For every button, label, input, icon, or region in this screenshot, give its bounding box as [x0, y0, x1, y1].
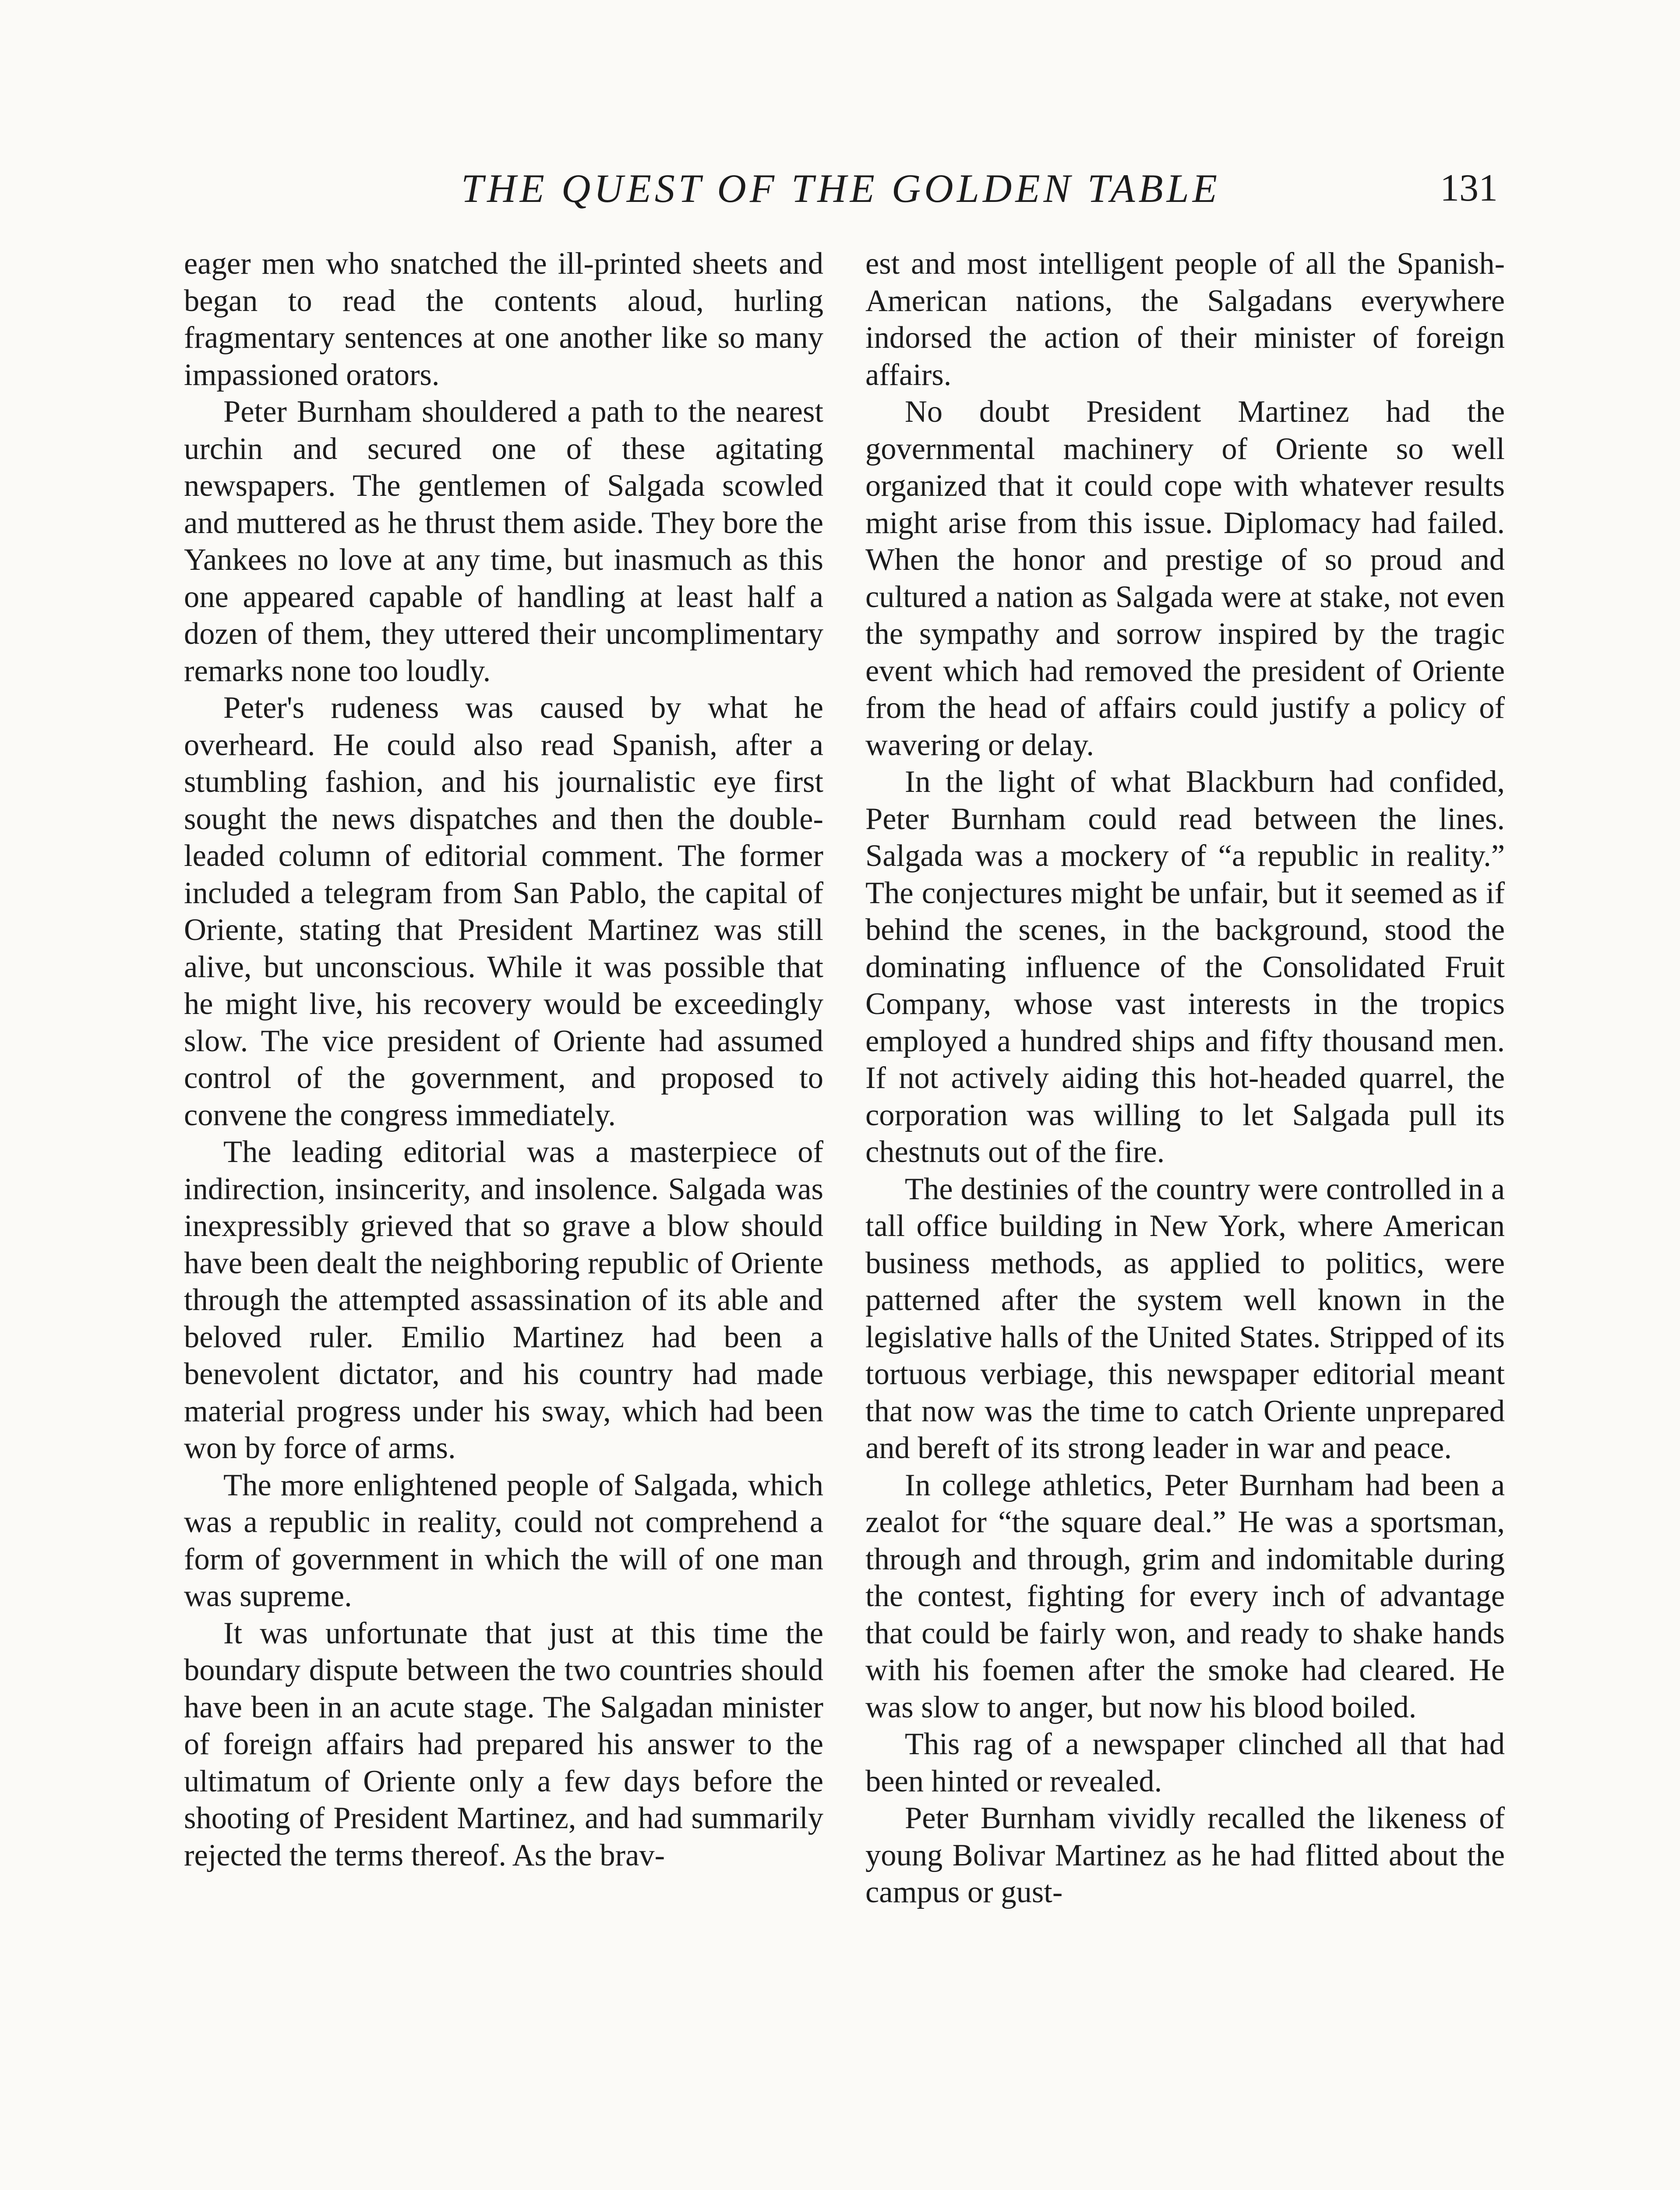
paragraph: est and most intelligent people of all the Spanish-American nations, the Salgadans everywhere indorsed the action of their minister of foreign affairs.	[865, 247, 1505, 392]
running-title: THE QUEST OF THE GOLDEN TABLE	[461, 166, 1221, 211]
page-number: 131	[1440, 167, 1498, 209]
right-column	[865, 245, 1505, 1911]
left-column	[184, 245, 823, 1874]
paragraph: eager men who snatched the ill-printed sheets and began to read the contents aloud, hurling fragmentary sentences at one another like so many impassioned orators.	[184, 247, 823, 392]
paragraph: In the light of what Blackburn had confided, Peter Burnham could read between the lines. Salgada was a mockery of “a republic in reality.” The conjectures might be unfair, but it seemed as if behind the scenes, in the background, stood the dominating influence of the Consolidated Fruit Company, whose vast interests in the tropics employed a hundred ships and fifty thousand men. If not actively aiding this hot-headed quarrel, the corporation was willing to let Salgada pull its chestnuts out of the fire.	[865, 765, 1505, 1169]
paragraph: The more enlightened people of Salgada, which was a republic in reality, could not comprehend a form of government in which the will of one man was supreme.	[184, 1468, 823, 1613]
paragraph: No doubt President Martinez had the governmental machinery of Oriente so well organized that it could cope with whatever results might arise from this issue. Diplomacy had failed. When the honor and prestige of so proud and cultured a nation as Salgada were at stake, not even the sympathy and sorrow inspired by the tragic event which had removed the president of Oriente from the head of affairs could justify a policy of wavering or delay.	[865, 395, 1505, 762]
paragraph: Peter Burnham shouldered a path to the nearest urchin and secured one of these agitating newspapers. The gentlemen of Salgada scowled and muttered as he thrust them aside. They bore the Yankees no love at any time, but inasmuch as this one appeared capable of handling at least half a dozen of them, they uttered their uncomplimentary remarks none too loudly.	[184, 395, 823, 688]
paragraph: The leading editorial was a masterpiece of indirection, insincerity, and insolence. Salgada was inexpressibly grieved that so grave a blow should have been dealt the neighboring republic of Oriente through the attempted assassination of its able and beloved ruler. Emilio Martinez had been a benevolent dictator, and his country had made material progress under his sway, which had been won by force of arms.	[184, 1135, 823, 1465]
paragraph: This rag of a newspaper clinched all that had been hinted or revealed.	[865, 1727, 1505, 1798]
paragraph: It was unfortunate that just at this time the boundary dispute between the two countries should have been in an acute stage. The Salgadan minister of foreign affairs had prepared his answer to the ultimatum of Oriente only a few days before the shooting of President Martinez, and had summarily rejected the terms thereof. As the brav-	[184, 1616, 823, 1872]
paragraph: Peter's rudeness was caused by what he overheard. He could also read Spanish, after a stumbling fashion, and his journalistic eye first sought the news dispatches and then the double-leaded column of editorial comment. The former included a telegram from San Pablo, the capital of Oriente, stating that President Martinez was still alive, but unconscious. While it was possible that he might live, his recovery would be exceedingly slow. The vice president of Oriente had assumed control of the government, and proposed to convene the congress immediately.	[184, 691, 823, 1132]
paragraph: Peter Burnham vividly recalled the likeness of young Bolivar Martinez as he had flitted about the campus or gust-	[865, 1801, 1505, 1909]
paragraph: In college athletics, Peter Burnham had been a zealot for “the square deal.” He was a sportsman, through and through, grim and indomitable during the contest, fighting for every inch of advantage that could be fairly won, and ready to shake hands with his foemen after the smoke had cleared. He was slow to anger, but now his blood boiled.	[865, 1468, 1505, 1724]
paragraph: The destinies of the country were controlled in a tall office building in New York, where American business methods, as applied to politics, were patterned after the system well known in the legislative halls of the United States. Stripped of its tortuous verbiage, this newspaper editorial meant that now was the time to catch Oriente unprepared and bereft of its strong leader in war and peace.	[865, 1172, 1505, 1465]
page-header	[184, 158, 1498, 219]
